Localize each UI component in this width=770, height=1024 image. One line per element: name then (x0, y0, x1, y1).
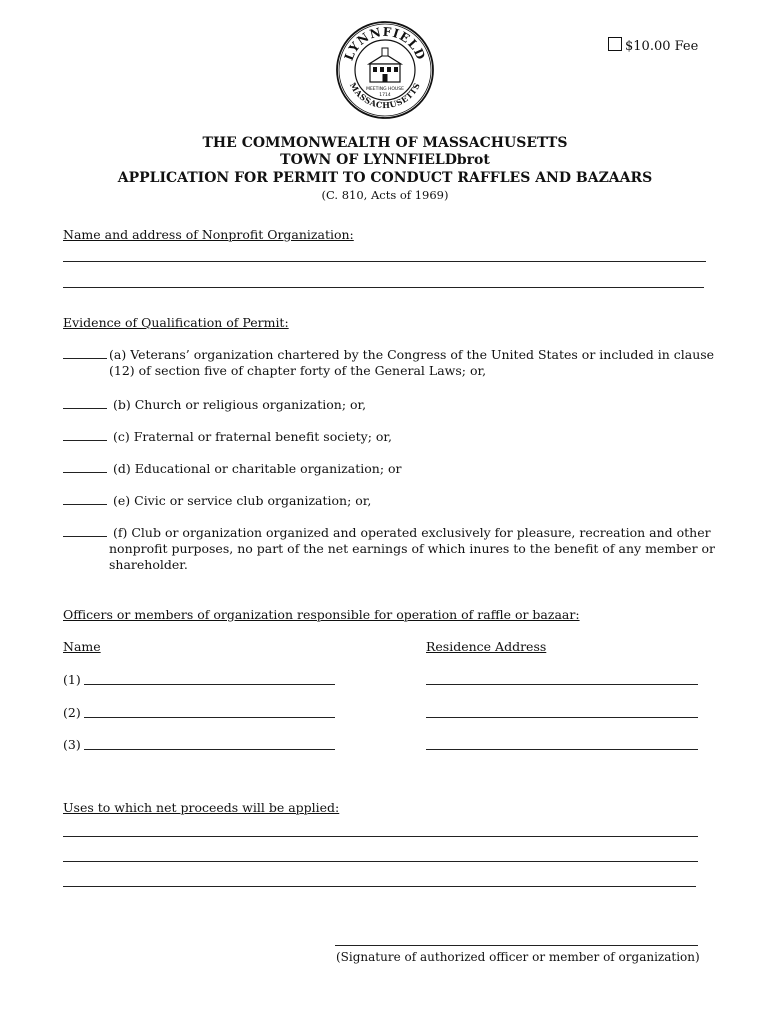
officers-name-header: Name (63, 639, 101, 654)
qualification-marker-e: (e) (112, 493, 131, 508)
officer-row-number: (3) (63, 737, 81, 752)
seal-inner-text-1: MEETING HOUSE (366, 87, 404, 92)
qualification-item-a-cont: (12) of section five of chapter forty of the General Laws; or, (109, 363, 487, 378)
qualification-blank-a[interactable] (63, 347, 107, 359)
header-application-title: APPLICATION FOR PERMIT TO CONDUCT RAFFLES AND BAZAARS (117, 170, 653, 186)
officer-name-line[interactable] (84, 717, 335, 718)
qualification-text-f: Club or organization organized and operated exclusively for pleasure, recreation and other (131, 525, 711, 540)
qualification-item-d (63, 461, 402, 477)
qualification-marker-a: (a) (109, 347, 127, 362)
qualification-item-f-cont-1: nonprofit purposes, no part of the net earnings of which inures to the benefit of any member or (109, 541, 716, 556)
seal-inner-text-2: 1714 (379, 93, 391, 98)
seal-top-text: LYNNFIELD (341, 24, 429, 63)
proceeds-line-1[interactable] (63, 836, 698, 837)
seal-bottom-text: MASSACHUSETTS (347, 80, 423, 111)
proceeds-line-2[interactable] (63, 861, 698, 862)
officer-name-line[interactable] (84, 684, 335, 685)
officer-name-line[interactable] (84, 749, 335, 750)
qualification-blank-d[interactable] (63, 461, 107, 473)
qualification-blank-e[interactable] (63, 493, 107, 505)
officer-address-line[interactable] (426, 749, 698, 750)
qualification-item-b (63, 397, 366, 413)
qualification-blank-c[interactable] (63, 429, 107, 441)
header-citation: (C. 810, Acts of 1969) (321, 188, 449, 202)
officer-row-number: (1) (63, 672, 81, 687)
proceeds-label: Uses to which net proceeds will be applied: (63, 800, 340, 815)
officer-address-line[interactable] (426, 717, 698, 718)
org-name-label: Name and address of Nonprofit Organization: (63, 227, 354, 242)
officers-label: Officers or members of organization responsible for operation of raffle or bazaar: (63, 607, 580, 622)
fee-checkbox[interactable] (608, 37, 622, 51)
header-commonwealth: THE COMMONWEALTH OF MASSACHUSETTS (202, 135, 568, 151)
qualification-text-b: Church or religious organization; or, (134, 397, 367, 412)
qualification-blank-b[interactable] (63, 397, 107, 409)
officers-address-header: Residence Address (426, 639, 547, 654)
qualification-text-a: Veterans’ organization chartered by the Congress of the United States or included in clause (130, 347, 715, 362)
org-line-1[interactable] (63, 261, 706, 262)
qualification-text-e: Civic or service club organization; or, (134, 493, 372, 508)
qualification-item-f-cont-2: shareholder. (109, 557, 188, 572)
officer-row-number: (2) (63, 705, 81, 720)
meeting-house-icon (369, 48, 401, 82)
org-line-2[interactable] (63, 287, 704, 288)
qualification-item-a (63, 347, 714, 363)
signature-line[interactable] (335, 945, 698, 946)
qualification-blank-f[interactable] (63, 525, 107, 537)
qualification-text-d: Educational or charitable organization; or (134, 461, 402, 476)
signature-caption: (Signature of authorized officer or member of organization) (336, 950, 700, 964)
town-seal (335, 20, 435, 120)
seal-graphic (335, 20, 435, 120)
qualification-text-c: Fraternal or fraternal benefit society; or, (133, 429, 392, 444)
qualification-marker-d: (d) (112, 461, 131, 476)
header-town: TOWN OF LYNNFIELDbrot (280, 152, 490, 168)
qualification-marker-f: (f) (112, 525, 128, 540)
proceeds-line-3[interactable] (63, 886, 696, 887)
qualification-item-f (63, 525, 711, 541)
qualification-item-c (63, 429, 392, 445)
qualification-marker-c: (c) (112, 429, 130, 444)
officer-address-line[interactable] (426, 684, 698, 685)
qualification-item-e (63, 493, 371, 509)
fee-label: $10.00 Fee (625, 39, 699, 54)
qualification-marker-b: (b) (112, 397, 131, 412)
fee-checkbox-row[interactable] (608, 37, 698, 55)
qualification-label: Evidence of Qualification of Permit: (63, 315, 289, 330)
